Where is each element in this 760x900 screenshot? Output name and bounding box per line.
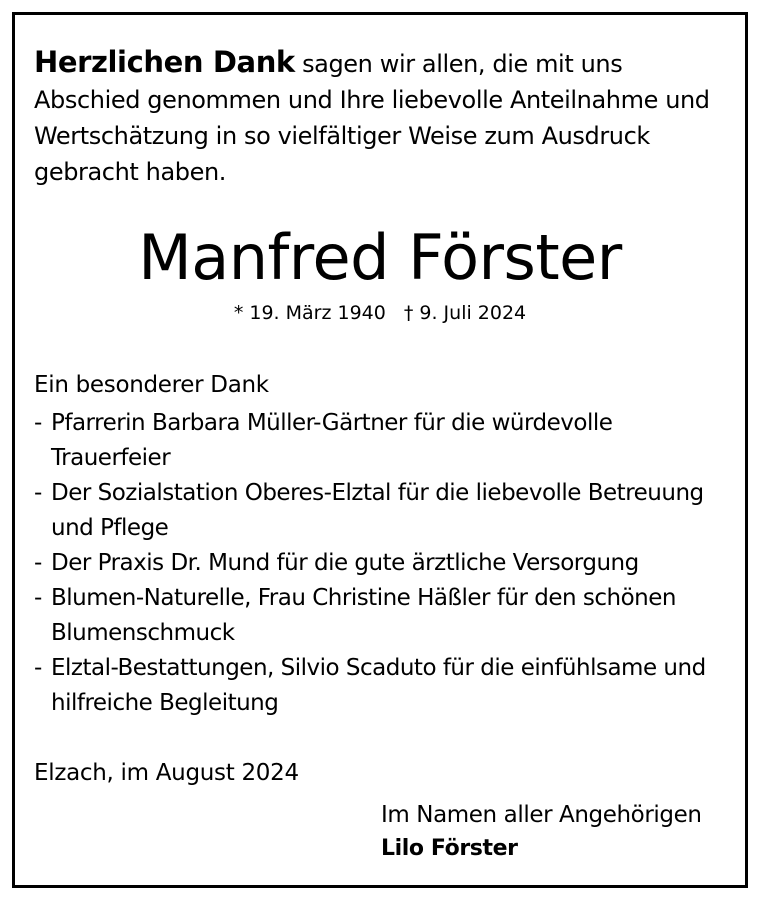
list-item [34, 581, 734, 651]
list-item-text: Elztal-Bestattungen, Silvio Scaduto für die einfühlsame und hilfreiche Begleitung [51, 655, 706, 716]
thanks-list [34, 406, 734, 721]
list-item-text: Der Praxis Dr. Mund für die gute ärztliche Versorgung [51, 550, 639, 576]
place-date: Elzach, im August 2024 [34, 760, 299, 786]
intro-text: sagen wir allen, die mit uns Abschied genommen und Ihre liebevolle Anteilnahme und Wertschätzung in so vielfältiger Weise zum Ausdruck gebracht haben. [34, 50, 710, 186]
list-dash: - [34, 655, 42, 681]
signer-name: Lilo Förster [381, 836, 518, 861]
list-item [34, 546, 734, 581]
list-item-text: Pfarrerin Barbara Müller-Gärtner für die würdevolle Trauerfeier [51, 410, 613, 471]
list-dash: - [34, 410, 42, 436]
list-dash: - [34, 550, 42, 576]
list-item-text: Blumen-Naturelle, Frau Christine Häßler für den schönen Blumenschmuck [51, 585, 676, 646]
list-dash: - [34, 585, 42, 611]
death-date: † 9. Juli 2024 [403, 302, 527, 324]
intro-heading: Herzlichen Dank [34, 45, 295, 79]
birth-date: * 19. März 1940 [233, 302, 386, 324]
list-item [34, 476, 734, 546]
deceased-name: Manfred Förster [138, 221, 622, 294]
thanks-heading: Ein besonderer Dank [34, 372, 269, 398]
life-dates [0, 298, 760, 328]
list-item [34, 651, 734, 721]
list-dash: - [34, 480, 42, 506]
list-item [34, 406, 734, 476]
on-behalf-line: Im Namen aller Angehörigen [381, 802, 702, 828]
signature-block [381, 798, 702, 866]
list-item-text: Der Sozialstation Oberes-Elztal für die liebevolle Betreuung und Pflege [51, 480, 704, 541]
intro-paragraph [34, 44, 734, 190]
